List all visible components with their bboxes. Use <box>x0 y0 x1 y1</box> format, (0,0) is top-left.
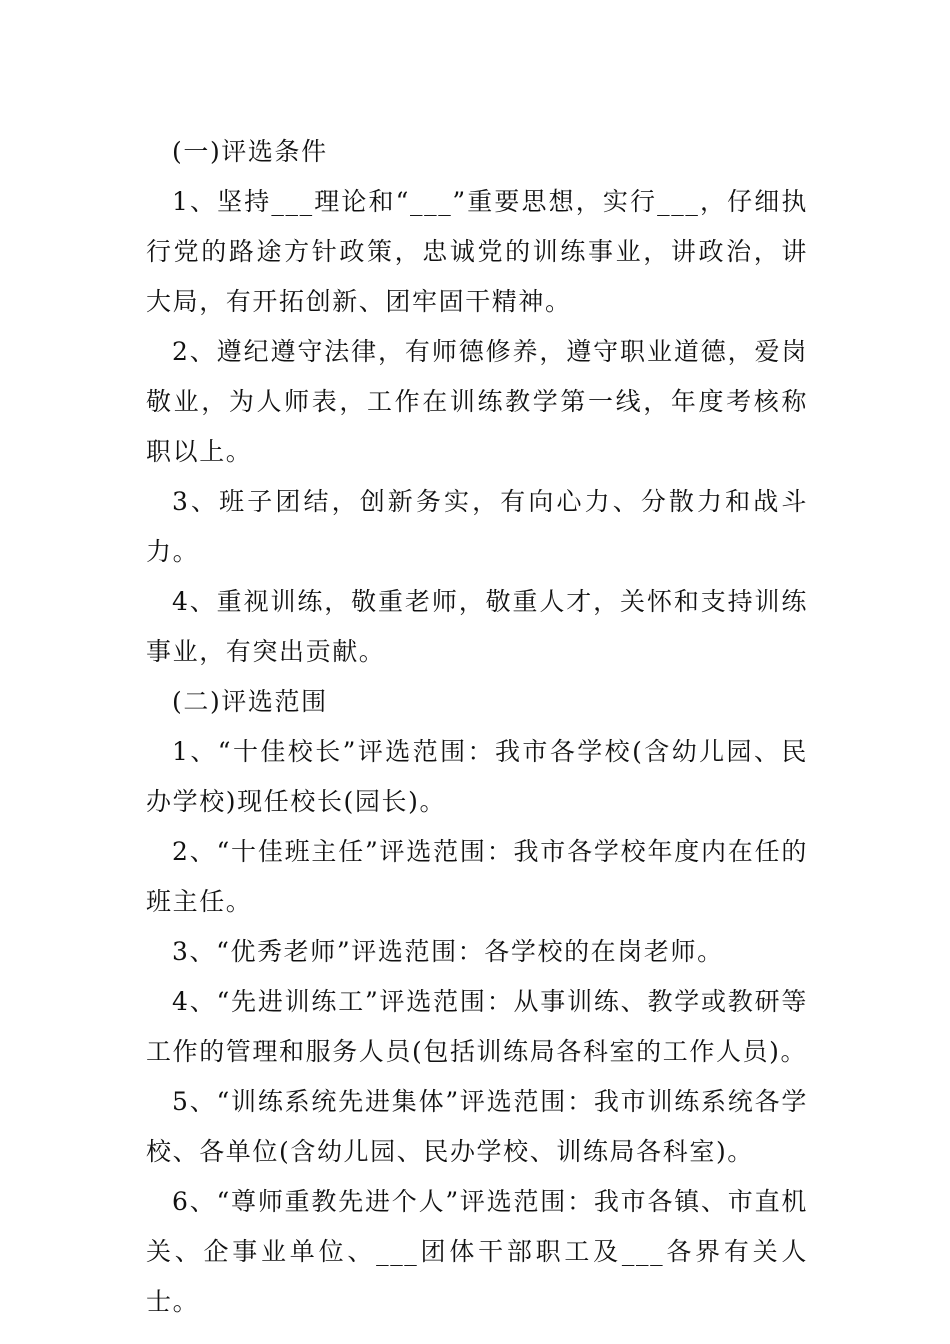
criteria-item-4: 4、重视训练，敬重老师，敬重人才，关怀和支持训练事业，有突出贡献。 <box>146 587 808 666</box>
scope-item-6: 6、“尊师重教先进个人”评选范围：我市各镇、市直机关、企事业单位、___团体干部职工及___各界有关人士。 <box>146 1187 808 1316</box>
section-heading-criteria: (一)评选条件 <box>172 137 328 166</box>
scope-item-2: 2、“十佳班主任”评选范围：我市各学校年度内在任的班主任。 <box>146 837 808 916</box>
scope-item-5: 5、“训练系统先进集体”评选范围：我市训练系统各学校、各单位(含幼儿园、民办学校、训练局各科室)。 <box>146 1087 808 1166</box>
criteria-item-3: 3、班子团结，创新务实，有向心力、分散力和战斗力。 <box>146 487 808 566</box>
criteria-item-1: 1、坚持___理论和“___”重要思想，实行___，仔细执行党的路途方针政策，忠诚党的训练事业，讲政治，讲大局，有开拓创新、团牢固干精神。 <box>146 187 808 316</box>
section-heading-scope: (二)评选范围 <box>172 687 328 716</box>
scope-item-3: 3、“优秀老师”评选范围：各学校的在岗老师。 <box>172 937 724 966</box>
document-body <box>146 127 808 1327</box>
scope-item-1: 1、“十佳校长”评选范围：我市各学校(含幼儿园、民办学校)现任校长(园长)。 <box>146 737 808 816</box>
criteria-item-2: 2、遵纪遵守法律，有师德修养，遵守职业道德，爱岗敬业，为人师表，工作在训练教学第一线，年度考核称职以上。 <box>146 337 808 466</box>
scope-item-4: 4、“先进训练工”评选范围：从事训练、教学或教研等工作的管理和服务人员(包括训练局各科室的工作人员)。 <box>146 987 808 1066</box>
